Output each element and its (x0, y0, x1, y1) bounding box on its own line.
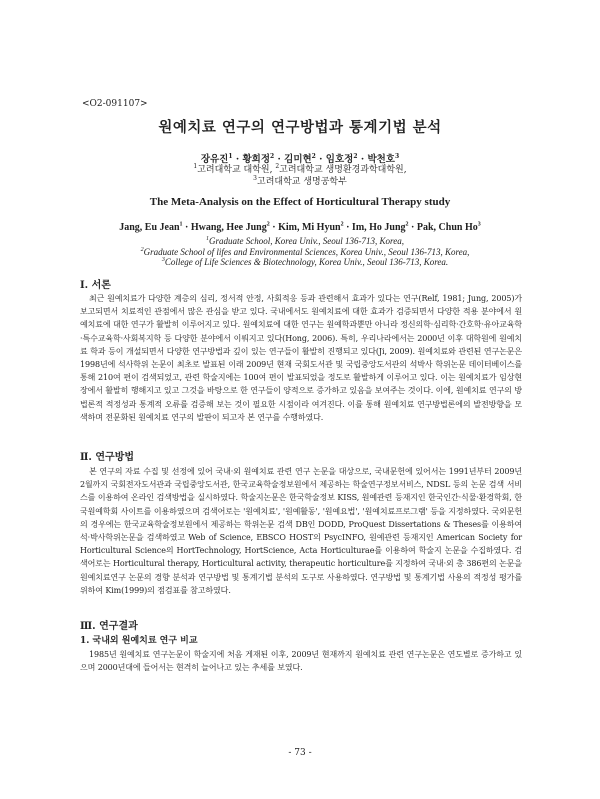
english-title: The Meta-Analysis on the Effect of Horticultural Therapy study (149, 196, 451, 208)
abstract-code: <O2-091107> (82, 99, 148, 109)
subsection-heading: 1. 국내외 원예치료 연구 비교 (80, 636, 198, 646)
author: Jang, Eu Jean (119, 222, 180, 233)
author: 박천호 (367, 154, 395, 165)
author: Pak, Chun Ho (416, 222, 478, 233)
author: Im, Ho Jung (351, 222, 406, 233)
results-paragraph: 1985년 원예치료 연구논문이 학술지에 처음 게재된 이후, 2009년 현재까지 원예치료 관련 연구논문은 연도별로 증가하고 있으며 2000년대에 들어서는 현격히 늘어나고 있는 추세를 보였다. (80, 650, 522, 673)
korean-affiliation-line-1: $^1$고려대학교 대학원, $^2$고려대학교 생명환경과학대학원, (193, 163, 407, 175)
author: 황희정 (242, 154, 271, 165)
section-heading-methods: Ⅱ. 연구방법 (80, 452, 135, 463)
methods-paragraph: 본 연구의 자료 수집 및 선정에 있어 국내·외 원예치료 관련 연구 논문을 대상으로, 국내문헌에 있어서는 1991년부터 2009년 2월까지 국회전자도서관과 국립중앙도서관, 한국교육학술정보원에서 제공하는 학술연구정보서비스, NDSL 등의 논문 검색 서비스를 이용하여 온라인 검색방법을 실시하였다. 학술지논문은 한국학술정보 KISS, 원예관련 등재지인 한국인간·식물·환경학회, 한국원예학회 사이트를 이용하였으며 검색어로는 '원예치료', '원예활동', '원예요법', '원예치료프로그램' 등을 지정하였다. 국외문헌의 경우에는 한국교육학술정보원에서 제공하는 학위논문 검색 DB인 DODD, ProQuest Dissertations & Theses를 이용하여 석·박사학위논문을 검색하였고 Web of Science, EBSCO HOST의 PsycINFO, 원예관련 등재지인 American Society for Horticultural Science의 HortTechnology, HortScience, Acta Horticulturae를 이용하여 학술지 논문을 수집하였다. 검색어로는 Horticultural therapy, Horticultural activity, therapeutic horticulture를 지정하여 국내·외 총 386편의 논문을 원예치료연구 논문의 경향 분석과 연구방법 및 통계기법 분석의 도구로 사용하였다. 연구방법 및 통계기법 사용의 적정성 평가를 위하여 Kim(1999)의 점검표를 참고하였다. (80, 467, 522, 595)
author: 임호정 (325, 154, 354, 165)
introduction-paragraph: 최근 원예치료가 다양한 계층의 심리, 정서적 안정, 사회적응 등과 관련해서 효과가 있다는 연구(Relf, 1981; Jung, 2005)가 보고되면서 치료적인 관점에서 많은 관심을 받고 있다. 국내에서도 원예치료에 대한 효과가 검증되면서 다양한 적용 분야에서 원예치료에 대한 연구가 활발히 이루어지고 있다. 원예치료에 대한 연구는 원예학과뿐만 아니라 정신의학·심리학·간호학·유아교육학·특수교육학·사회복지학 등 다양한 분야에서 이뤄지고 있다(Hong, 2006). 특히, 우리나라에서는 2000년 이후 대학원에 원예치료 학과 등이 개설되면서 다양한 연구방법과 깊이 있는 연구들이 활발히 진행되고 있다(Ji, 2009). 원예치료와 관련된 연구논문은 1998년에 석사학위 논문이 최초로 발표된 이래 2009년 현재 국회도서관 및 국립중앙도서관의 석박사 학위논문 데이터베이스를 통해 210여 편이 검색되었고, 관련 학술지에는 100여 편이 발표되었을 정도로 활발하게 이루어고 있다. 이는 원예치료가 임상현장에서 활발히 행해지고 있고 그것을 바탕으로 한 연구들이 양적으로 증가하고 있음을 보여주는 것이다. 이에, 원예치료 연구의 방법론적 적정성과 통계적 오류를 검증해 보는 것이 필요한 시점이라 여겨진다. 이를 통해 원예치료 연구방법론에의 발전방향을 모색하며 전문화된 원예치료 연구의 발판이 되고자 본 연구를 수행하였다. (80, 294, 522, 422)
english-affiliations: $^1$Graduate School, Korea Univ., Seoul 136-713, Korea, $^2$Graduate School of lifes and Environmental Sciences, Korea Univ., Seoul 136-713, Korea, $^3$College of Life Sciences & Biotechnology, Korea Univ., Seoul 136-713, Korea. (140, 236, 470, 267)
page-number: - 73 - (288, 748, 312, 758)
korean-affiliation-line-2: $^3$고려대학교 생명공학부 (253, 175, 347, 187)
author: 김미현 (284, 154, 312, 165)
korean-authors: 장유진$^1$ · 황희정$^2$ · 김미현$^2$ · 임호정$^2$ · 박천호$^3$ (200, 152, 400, 165)
author: Hwang, Hee Jung (190, 222, 267, 233)
english-authors: Jang, Eu Jean$^1$ · Hwang, Hee Jung$^2$ · Kim, Mi Hyun$^2$ · Im, Ho Jung$^2$ · Pak, Chun Ho$^3$ (119, 221, 481, 233)
author: 장유진 (200, 154, 229, 165)
author: Kim, Mi Hyun (278, 222, 341, 233)
korean-title: 원예치료 연구의 연구방법과 통계기법 분석 (158, 119, 442, 136)
section-heading-introduction: Ⅰ. 서론 (80, 280, 111, 291)
section-heading-results: Ⅲ. 연구결과 (80, 621, 138, 632)
